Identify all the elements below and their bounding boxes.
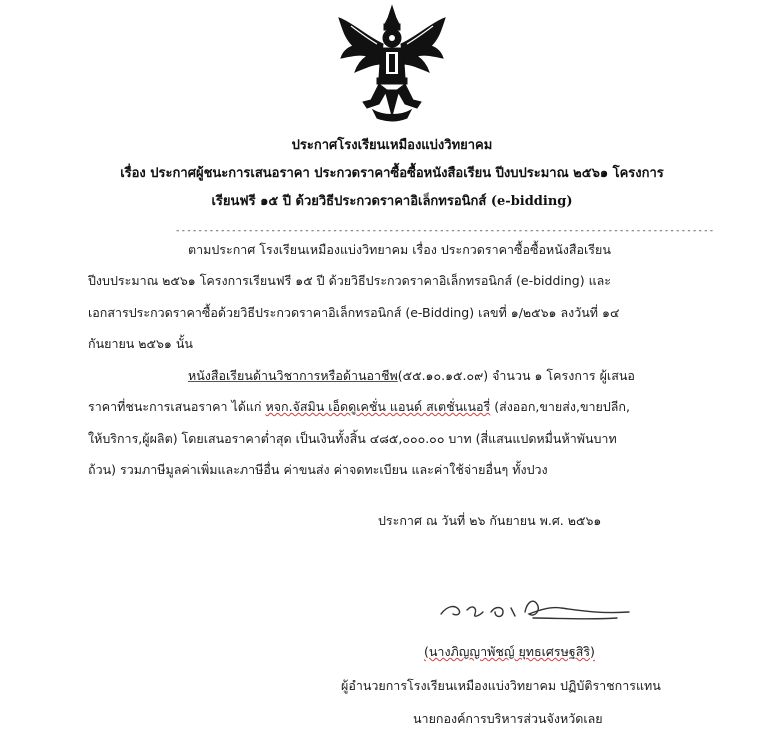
announcement-subject-line-2: เรียนฟรี ๑๕ ปี ด้วยวิธีประกวดราคาอิเล็กทรอนิกส์ (e-bidding) xyxy=(211,194,573,209)
announcement-subject-line-1: เรื่อง ประกาศผู้ชนะการเสนอราคา ประกวดราคาซื้อซื้อหนังสือเรียน ปีงบประมาณ ๒๕๖๑ โครงการ xyxy=(120,166,664,181)
paragraph-1-line-2: ปีงบประมาณ ๒๕๖๑ โครงการเรียนฟรี ๑๕ ปี ด้วยวิธีประกวดราคาอิเล็กทรอนิกส์ (e-bidding) และ xyxy=(88,273,612,288)
signer-title-line-2: นายกองค์การบริหารส่วนจังหวัดเลย xyxy=(413,711,603,726)
paragraph-2-line-2 xyxy=(88,397,630,417)
paragraph-1-line-1: ตามประกาศ โรงเรียนเหมืองแบ่งวิทยาคม เรื่อง ประกวดราคาซื้อซื้อหนังสือเรียน xyxy=(188,242,611,257)
announcement-date: ประกาศ ณ วันที่ ๒๖ กันยายน พ.ศ. ๒๕๖๑ xyxy=(378,513,602,528)
item-name: หนังสือเรียนด้านวิชาการหรือด้านอาชีพ xyxy=(188,368,398,383)
winner-label: ราคาที่ชนะการเสนอราคา ได้แก่ xyxy=(88,399,266,414)
announcement-title: ประกาศโรงเรียนเหมืองแบ่งวิทยาคม xyxy=(291,138,493,153)
winner-company: หจก.จัสมิน เอ็ดดูเคชั่น แอนด์ สเตชั่นเนอรี่ xyxy=(265,399,491,414)
garuda-emblem-icon xyxy=(333,4,451,124)
paragraph-2-line-4: ถ้วน) รวมภาษีมูลค่าเพิ่มและภาษีอื่น ค่าขนส่ง ค่าจดทะเบียน และค่าใช้จ่ายอื่นๆ ทั้งปวง xyxy=(88,462,548,477)
divider: ------------------------------------------------------------------------------------------------ xyxy=(175,226,715,236)
paragraph-2-line-3: ให้บริการ,ผู้ผลิต) โดยเสนอราคาต่ำสุด เป็นเงินทั้งสิ้น ๔๘๕,๐๐๐.๐๐ บาท (สี่แสนแปดหมื่นห้าพันบาท xyxy=(88,431,617,446)
item-code-quantity: (๕๕.๑๐.๑๕.๐๙) จำนวน ๑ โครงการ ผู้เสนอ xyxy=(397,368,635,383)
paragraph-1-line-3: เอกสารประกวดราคาซื้อด้วยวิธีประกวดราคาอิเล็กทรอนิกส์ (e-Bidding) เลขที่ ๑/๒๕๖๑ ลงวันที่ ๑๔ xyxy=(88,305,620,320)
winner-business-type: (ส่งออก,ขายส่ง,ขายปลีก, xyxy=(490,399,630,414)
paragraph-1-line-4: กันยายน ๒๕๖๑ นั้น xyxy=(88,336,193,351)
signature xyxy=(437,588,637,628)
signer-name: (นางภิญญาพัชญ์ ยุทธเศรษฐสิริ) xyxy=(424,644,595,659)
signer-title-line-1: ผู้อำนวยการโรงเรียนเหมืองแบ่งวิทยาคม ปฏิบัติราชการแทน xyxy=(341,678,661,693)
paragraph-2-line-1 xyxy=(188,366,635,386)
